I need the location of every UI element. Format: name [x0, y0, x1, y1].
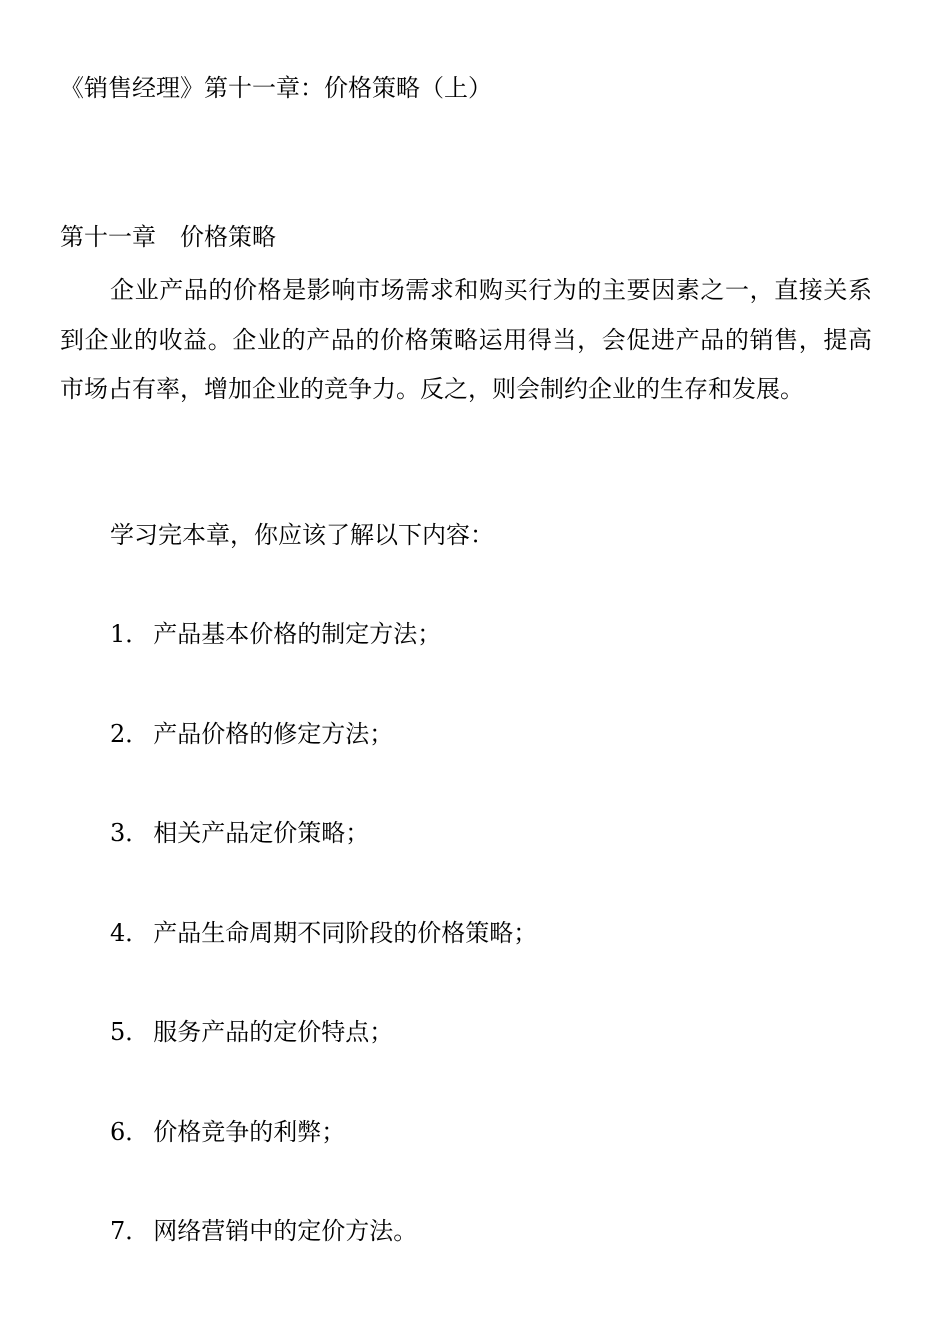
objective-text: 网络营销中的定价方法。: [153, 1217, 418, 1245]
objective-number: 3．: [110, 819, 150, 847]
objectives-lead: 学习完本章，你应该了解以下内容：: [110, 521, 494, 549]
objective-text: 产品基本价格的制定方法；: [153, 620, 442, 648]
objective-number: 1．: [110, 620, 150, 648]
objective-item: [110, 616, 441, 652]
objective-text: 相关产品定价策略；: [153, 819, 370, 847]
objective-text: 价格竞争的利弊；: [153, 1118, 346, 1146]
chapter-heading: 第十一章 价格策略: [60, 223, 276, 251]
objective-number: 6．: [110, 1118, 150, 1146]
objective-number: 5．: [110, 1018, 150, 1046]
objective-item: [110, 1213, 417, 1249]
objective-item: [110, 915, 537, 951]
intro-paragraph: 企业产品的价格是影响市场需求和购买行为的主要因素之一，直接关系到企业的收益。企业的产品的价格策略运用得当，会促进产品的销售，提高市场占有率，增加企业的竞争力。反之，则会制约企业的生存和发展。: [60, 276, 872, 403]
objective-number: 7．: [110, 1217, 150, 1245]
objective-item: [110, 1014, 393, 1050]
objective-text: 产品价格的修定方法；: [153, 720, 394, 748]
document-title: 《销售经理》第十一章：价格策略（上）: [60, 74, 492, 102]
objective-item: [110, 1114, 345, 1150]
objective-text: 产品生命周期不同阶段的价格策略；: [153, 919, 538, 947]
objective-item: [110, 815, 369, 851]
objective-item: [110, 716, 393, 752]
objective-number: 4．: [110, 919, 150, 947]
objective-number: 2．: [110, 720, 150, 748]
objective-text: 服务产品的定价特点；: [153, 1018, 394, 1046]
